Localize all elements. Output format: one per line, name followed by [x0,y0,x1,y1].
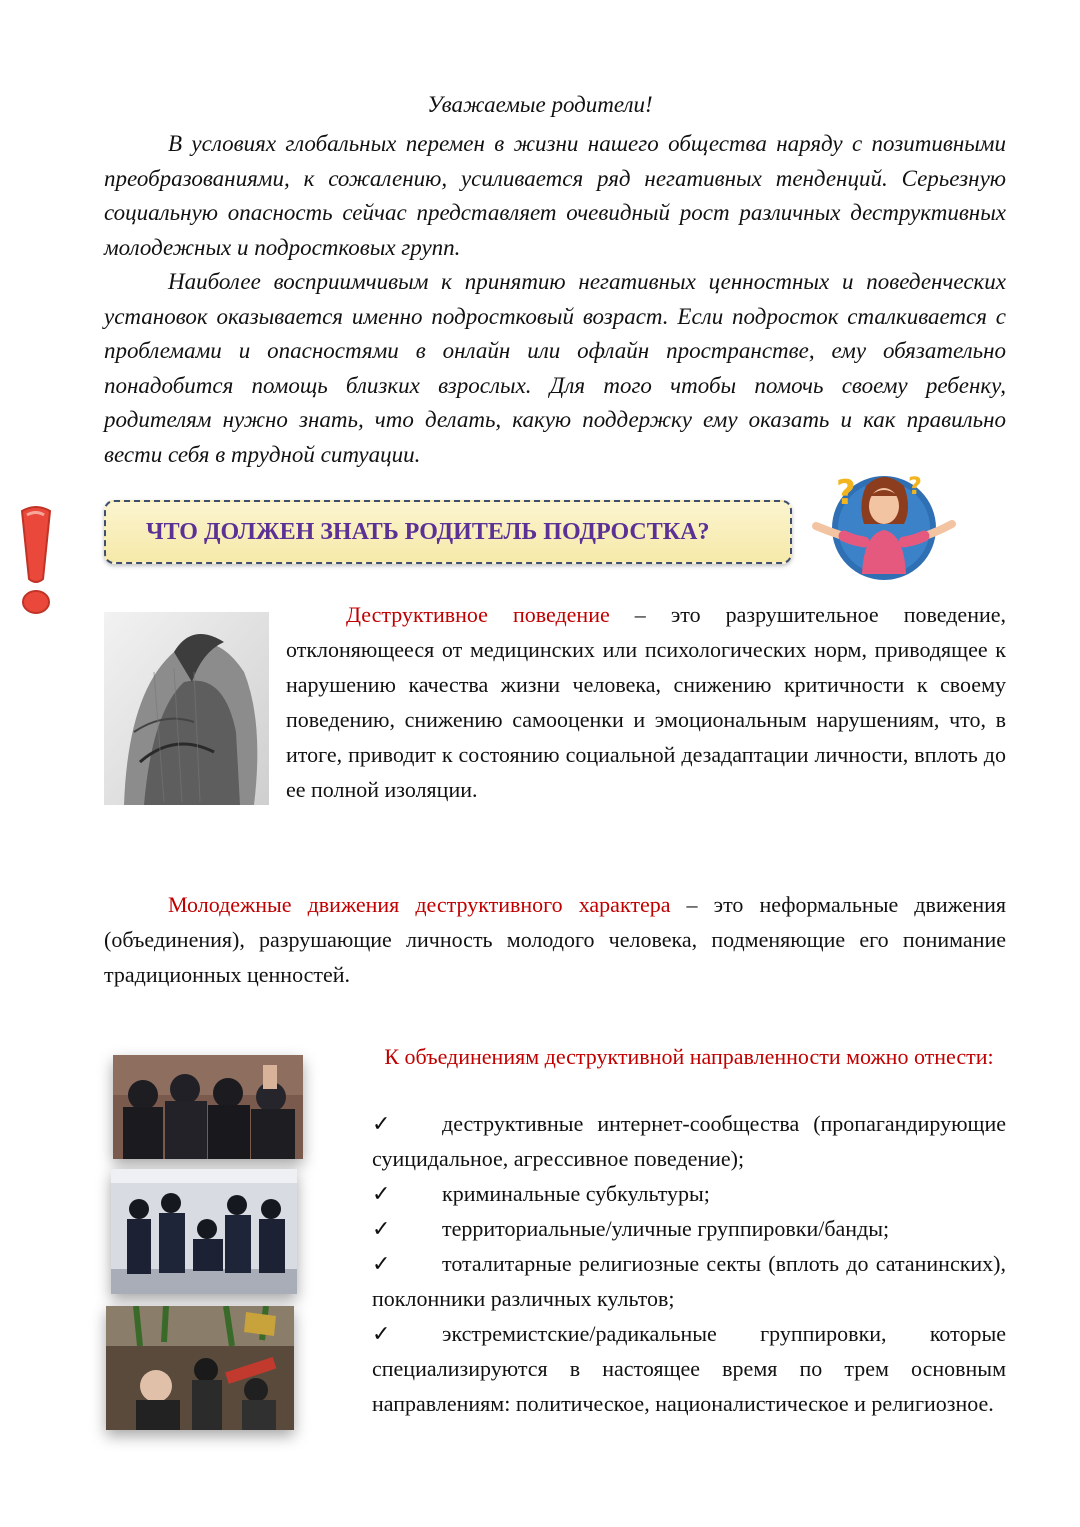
section-heading: ЧТО ДОЛЖЕН ЗНАТЬ РОДИТЕЛЬ ПОДРОСТКА? [146,518,710,545]
exclamation-icon [14,505,58,617]
check-icon: ✓ [372,1321,391,1346]
definition-text: – это разрушительное поведение, отклоняющееся от медицинских или психологических норм, приводящее к нарушению качества жизни человека, снижению критичности к своему поведению, снижению самооценки и эмоциональным нарушениям, что, в итоге, приводит к состоянию социальной дезадаптации личности, вплоть до ее полной изоляции. [286,602,1007,802]
masked-group-photo [111,1169,297,1294]
list-item: ✓ территориальные/уличные группировки/банды; [372,1211,1006,1246]
check-icon: ✓ [372,1216,391,1241]
list-item: ✓ деструктивные интернет-сообщества (пропагандирующие суицидальное, агрессивное поведение); [372,1106,1006,1176]
definition-text: – это неформальные движения (объединения), разрушающие личность молодого человека, подменяющие его понимание традиционных ценностей. [104,892,1006,987]
sad-teen-sketch [104,612,269,805]
definition-term: Деструктивное поведение [346,602,610,627]
heading-box [104,500,792,564]
check-icon: ✓ [372,1111,391,1136]
greeting-title: Уважаемые родители! [427,92,653,117]
check-icon: ✓ [372,1251,391,1276]
intro-paragraph-1: В условиях глобальных перемен в жизни нашего общества наряду с позитивными преобразованиями, к сожалению, усиливается ряд негативных тенденций. Серьезную социальную опасность сейчас представляет очевидный рост различных деструктивных молодежных и подростковых групп. [104,131,1006,260]
intro-paragraph-2: Наиболее восприимчивым к принятию негативных ценностных и поведенческих установок оказывается именно подростковый возраст. Если подросток сталкивается с проблемами и опасностями в онлайн или офлайн пространстве, ему обязательно понадобится помощь близких взрослых. Для того чтобы помочь своему ребенку, родителям нужно знать, что делать, какую поддержку ему оказать и как правильно вести себя в трудной ситуации. [104,269,1006,467]
destructive-groups-list [372,1106,1006,1421]
svg-text:?: ? [908,472,922,500]
protest-crowd-photo [106,1306,294,1430]
list-item: ✓ тоталитарные религиозные секты (вплоть до сатанинских), поклонники различных культов; [372,1246,1006,1316]
svg-text:?: ? [836,473,856,513]
definition-term: Молодежные движения деструктивного характера [168,892,671,917]
list-item: ✓ экстремистские/радикальные группировки, которые специализируются в настоящее время по трем основным направлениям: политическое, националистическое и религиозное. [372,1316,1006,1421]
confused-woman-illustration [806,464,956,582]
intro-text [104,127,1006,472]
youth-movements-definition [104,887,1006,992]
list-title: К объединениям деструктивной направленности можно отнести: [384,1044,994,1069]
list-item: ✓ криминальные субкультуры; [372,1176,1006,1211]
check-icon: ✓ [372,1181,391,1206]
hooded-group-photo [113,1055,303,1159]
destructive-behavior-definition [286,597,1006,807]
